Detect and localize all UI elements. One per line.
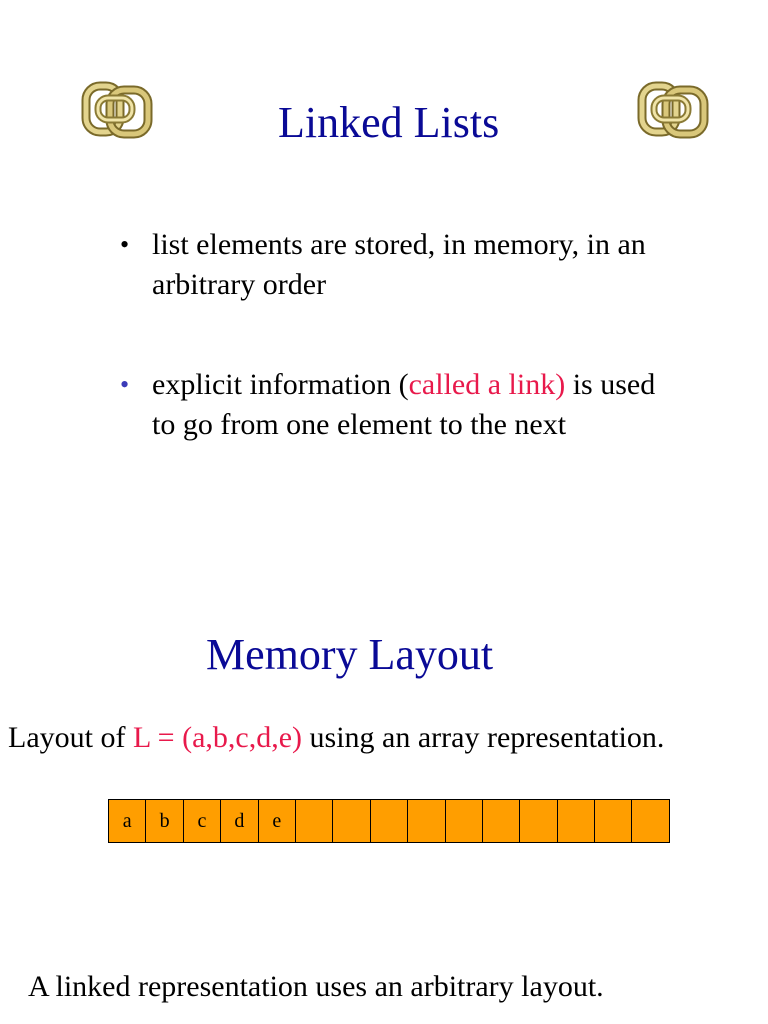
array-caption bbox=[8, 718, 664, 758]
chain-link-icon bbox=[636, 76, 710, 146]
array-cell bbox=[371, 800, 408, 842]
array-cell: b bbox=[146, 800, 183, 842]
bullet-item bbox=[120, 365, 680, 445]
section-title: Memory Layout bbox=[206, 630, 494, 679]
array-cell bbox=[632, 800, 669, 842]
list-notation: L = (a,b,c,d,e) bbox=[132, 721, 303, 754]
array-cell: a bbox=[109, 800, 146, 842]
array-cell bbox=[333, 800, 370, 842]
chain-link-icon bbox=[80, 76, 154, 146]
bullet-text bbox=[152, 365, 680, 445]
array-cell: c bbox=[184, 800, 221, 842]
slide-title: Linked Lists bbox=[278, 98, 500, 147]
bullet-text-part: list elements are stored, in memory, in an arbitrary order bbox=[152, 228, 646, 301]
caption-text: using an array representation. bbox=[302, 721, 665, 754]
array-cell: e bbox=[259, 800, 296, 842]
array-cell bbox=[483, 800, 520, 842]
bullet-text-part: is used to go from one element to the next bbox=[152, 368, 656, 441]
array-cell bbox=[296, 800, 333, 842]
bullet-item bbox=[120, 225, 680, 305]
caption-text: Layout of bbox=[8, 721, 133, 754]
array-cell bbox=[520, 800, 557, 842]
array-cell bbox=[558, 800, 595, 842]
bullet-marker: • bbox=[120, 370, 130, 399]
linked-caption: A linked representation uses an arbitrary layout. bbox=[28, 970, 604, 1003]
bullet-text-part: explicit information ( bbox=[152, 368, 409, 401]
link-highlight-text: called a link) bbox=[408, 368, 566, 401]
bullet-marker: • bbox=[120, 230, 130, 259]
bullet-text bbox=[152, 225, 680, 305]
array-cell bbox=[446, 800, 483, 842]
array-cell bbox=[595, 800, 632, 842]
memory-array bbox=[108, 799, 670, 843]
array-cell bbox=[408, 800, 445, 842]
array-cell: d bbox=[221, 800, 258, 842]
